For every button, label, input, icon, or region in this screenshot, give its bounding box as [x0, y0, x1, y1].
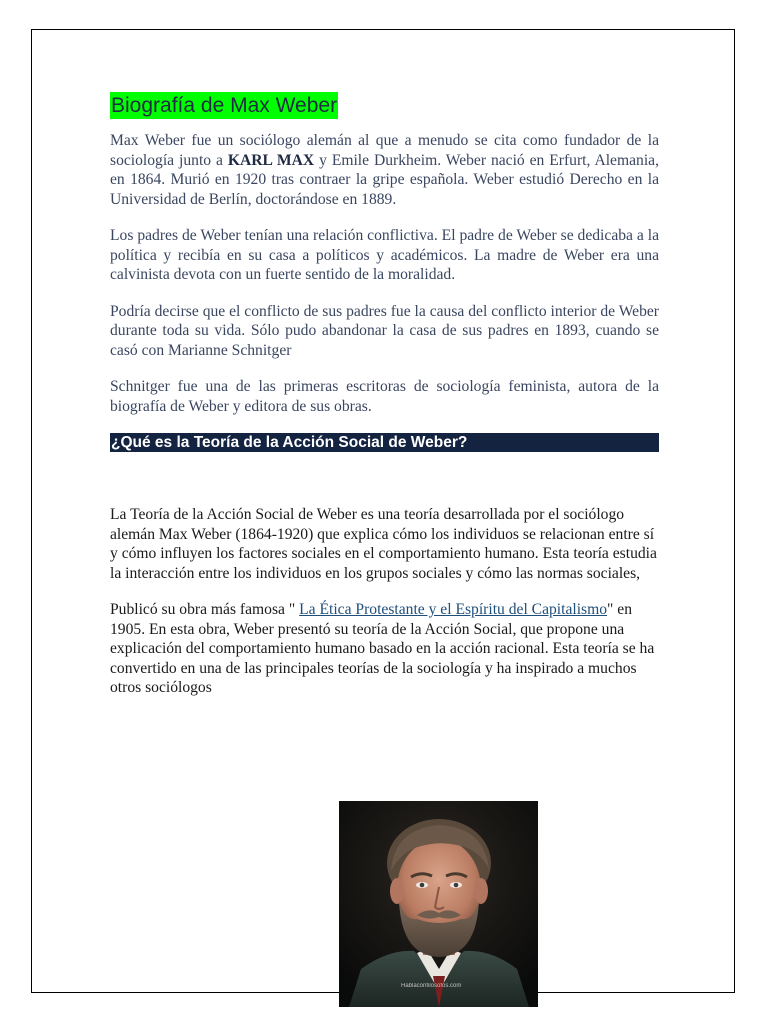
document-page — [31, 29, 735, 993]
paragraph-conflict: Podría decirse que el conflicto de sus padres fue la causa del conflicto interior de Weber durante toda su vida. Sólo pudo abandonar la casa de sus padres en 1893, cuando se casó con Marianne Schnitger — [110, 302, 659, 359]
portrait-watermark: Hablaconfilosofos.com — [401, 983, 462, 989]
paragraph-intro — [110, 131, 659, 209]
portrait-illustration — [339, 801, 538, 1007]
paragraph-publication — [110, 600, 659, 698]
paragraph-publication-end: " en 1905. En esta obra, Weber presentó su teoría de la Acción Social, que propone una explicación del comportamiento humano basado en la acción racional. Esta teoría se ha convertido en una de las principales teorías de la sociología y ha inspirado a muchos otros sociólogos — [110, 601, 655, 696]
paragraph-intro-end: y Emile Durkheim. Weber nació en Erfurt, Alemania, en 1864. Murió en 1920 tras contraer la gripe española. Weber estudió Derecho en la Universidad de Berlín, doctorándose en 1889. — [110, 151, 659, 208]
page-title: Biografía de Max Weber — [111, 94, 338, 117]
paragraph-schnitger: Schnitger fue una de las primeras escritoras de sociología feminista, autora de la biografía de Weber y editora de sus obras. — [110, 378, 659, 415]
paragraph-publication-start: Publicó su obra más famosa " — [110, 601, 300, 618]
paragraph-theory: La Teoría de la Acción Social de Weber es una teoría desarrollada por el sociólogo alemán Max Weber (1864-1920) que explica cómo los individuos se relacionan entre sí y cómo influyen los factores sociales en el comportamiento humano. Esta teoría estudia la interacción entre los individuos en los grupos sociales y cómo las normas sociales, — [110, 506, 657, 582]
max-weber-portrait — [339, 801, 538, 1007]
paragraph-parents: Los padres de Weber tenían una relación conflictiva. El padre de Weber se dedicaba a la política y recibía en su casa a políticos y académicos. La madre de Weber era una calvinista devota con un fuerte sentido de la moralidad. — [110, 227, 659, 283]
paragraph-intro-start: Max Weber fue un sociólogo alemán al que a menudo se cita como fundador de la sociología junto a — [110, 132, 659, 169]
bold-name: KARL MAX — [227, 151, 315, 169]
section-heading: ¿Qué es la Teoría de la Acción Social de Weber? — [110, 433, 659, 452]
document-content — [110, 92, 659, 989]
book-link[interactable]: La Ética Protestante y el Espíritu del Capitalismo — [299, 601, 608, 618]
